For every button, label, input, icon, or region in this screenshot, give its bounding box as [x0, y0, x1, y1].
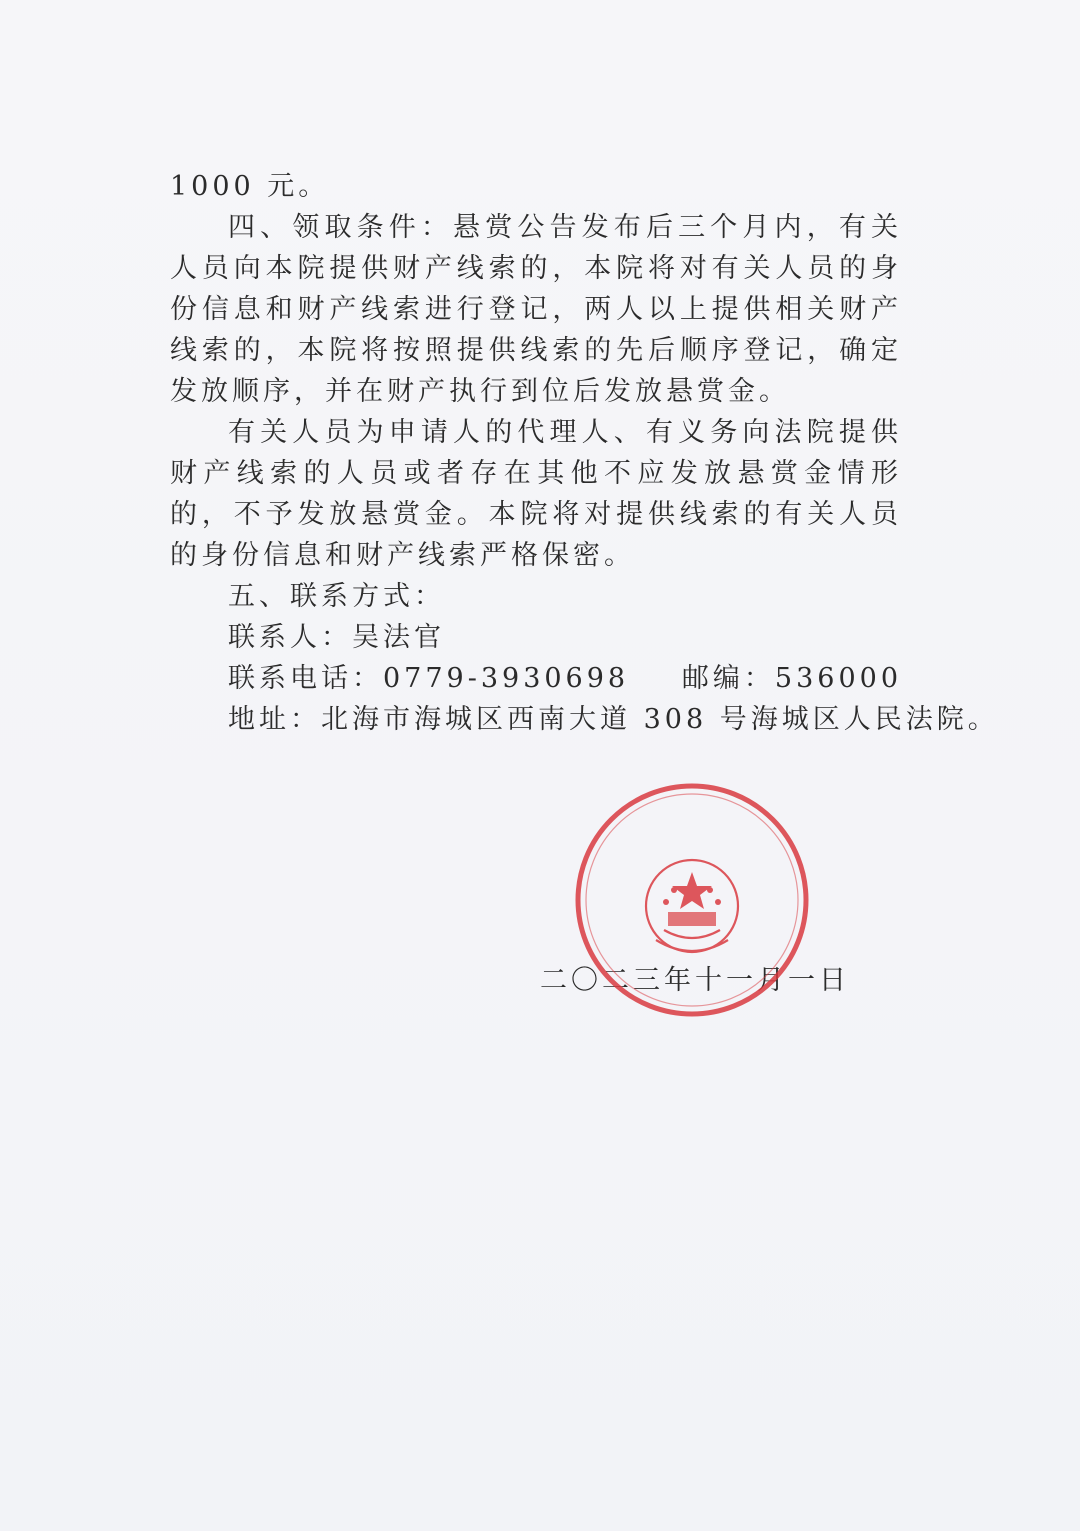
document-body	[170, 166, 999, 740]
court-seal-stamp	[572, 780, 812, 1020]
national-emblem-icon	[646, 860, 738, 952]
contact-heading: 五、联系方式：	[228, 581, 445, 612]
postcode: 邮编：536000	[681, 663, 902, 694]
exclusion-paragraph: 有关人员为申请人的代理人、有义务向法院提供财产线索的人员或者存在其他不应发放悬赏金情形的，不予发放悬赏金。本院将对提供线索的有关人员的身份信息和财产线索严格保密。	[170, 417, 902, 571]
contact-phone: 联系电话：0779-3930698	[228, 663, 630, 694]
amount-line: 1000 元。	[170, 171, 330, 202]
contact-phone-row	[170, 658, 902, 699]
conditions-paragraph: 四、领取条件：悬赏公告发布后三个月内，有关人员向本院提供财产线索的，本院将对有关人员的身份信息和财产线索进行登记，两人以上提供相关财产线索的，本院将按照提供线索的先后顺序登记，确定发放顺序，并在财产执行到位后发放悬赏金。	[170, 212, 902, 407]
document-date: 二〇二三年十一月一日	[540, 965, 850, 996]
contact-person: 联系人：吴法官	[228, 622, 445, 653]
address: 地址：北海市海城区西南大道 308 号海城区人民法院。	[228, 704, 999, 735]
